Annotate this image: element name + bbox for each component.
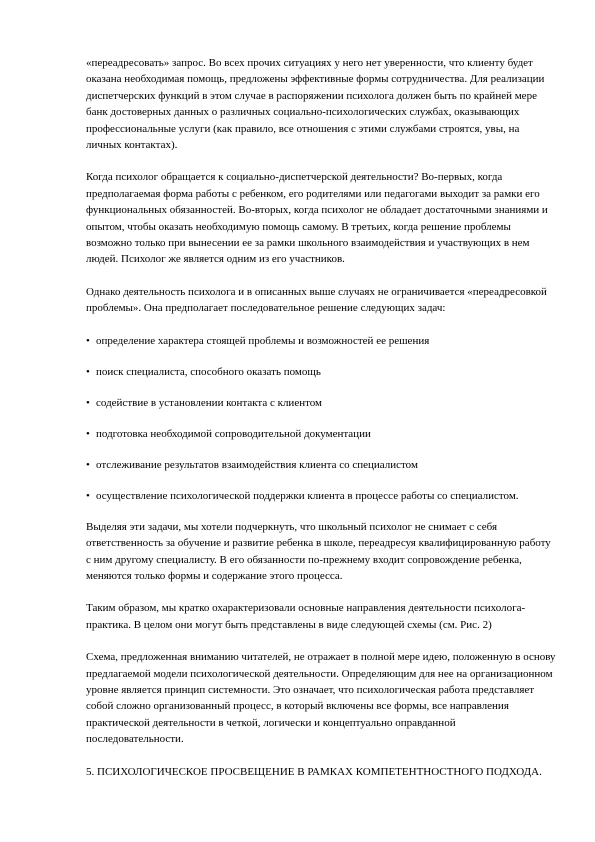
bullet-icon: • xyxy=(86,458,90,471)
list-item xyxy=(86,364,556,380)
list-item xyxy=(86,395,556,411)
list-item xyxy=(86,426,556,442)
paragraph-responsibility: Выделяя эти задачи, мы хотели подчеркнуть, что школьный психолог не снимает с себя ответственность за обучение и развитие ребенка в школе, переадресуя квалифицированную работу с ним другому специалисту. В его обязанности по-прежнему входит сопровождение ребенка, меняются только формы и содержание этого процесса. xyxy=(86,520,551,582)
paragraph-tasks-intro: Однако деятельность психолога и в описанных выше случаях не ограничивается «переадресовкой проблемы». Она предполагает последовательное решение следующих задач: xyxy=(86,285,547,315)
paragraph-when-dispatch: Когда психолог обращается к социально-диспетчерской деятельности? Во-первых, когда предполагаемая форма работы с ребенком, его родителями или педагогами выходит за рамки его функциональных обязанностей. Во-вторых, когда психолог не обладает достаточными знаниями и опытом, чтобы оказать необходимую помощь самому. В третьих, когда решение проблемы возможно только при вынесении ее за рамки школьного взаимодействия и участвующих в нем людей. Психолог же является одним из его участников. xyxy=(86,171,548,266)
list-item-text: содействие в установлении контакта с клиентом xyxy=(96,396,323,409)
paragraph-referral-context: «переадресовать» запрос. Во всех прочих ситуациях у него нет уверенности, что клиенту будет оказана необходимая помощь, предложены эффективные формы сотрудничества. Для реализации диспетчерских функций в этом случае в распоряжении психолога должен быть по крайней мере банк достоверных данных о различных социально-психологических службах, оказывающих профессиональные услуги (как правило, все отношения с этими службами строятся, увы, на личных контактах). xyxy=(86,57,545,152)
list-item-text: определение характера стоящей проблемы и возможностей ее решения xyxy=(96,334,430,347)
list-item-text: поиск специалиста, способного оказать помощь xyxy=(96,365,321,378)
list-item-text: отслеживание результатов взаимодействия клиента со специалистом xyxy=(96,458,418,471)
bullet-icon: • xyxy=(86,334,90,347)
paragraph-system-principle: Схема, предложенная вниманию читателей, не отражает в полной мере идею, положенную в основу предлагаемой модели психологической деятельности. Определяющим для нее на организационном уровне является принцип системности. Это означает, что психологическая работа представляет собой сложно организованный процесс, в который включены все формы, все направления практической деятельности в четкой, логически и концептуально оправданной последовательности. xyxy=(86,651,556,746)
list-item-text: осуществление психологической поддержки клиента в процессе работы со специалистом. xyxy=(96,489,519,502)
page-content xyxy=(86,55,556,780)
list-item xyxy=(86,488,556,504)
task-bullet-list xyxy=(86,333,556,504)
bullet-icon: • xyxy=(86,396,90,409)
bullet-icon: • xyxy=(86,427,90,440)
list-item-text: подготовка необходимой сопроводительной документации xyxy=(96,427,371,440)
list-item xyxy=(86,333,556,349)
bullet-icon: • xyxy=(86,489,90,502)
section-heading: 5. ПСИХОЛОГИЧЕСКОЕ ПРОСВЕЩЕНИЕ В РАМКАХ КОМПЕТЕНТНОСТНОГО ПОДХОДА. xyxy=(86,765,542,778)
list-item xyxy=(86,457,556,473)
bullet-icon: • xyxy=(86,365,90,378)
paragraph-summary-scheme: Таким образом, мы кратко охарактеризовали основные направления деятельности психолога-практика. В целом они могут быть представлены в виде следующей схемы (см. Рис. 2) xyxy=(86,602,526,631)
